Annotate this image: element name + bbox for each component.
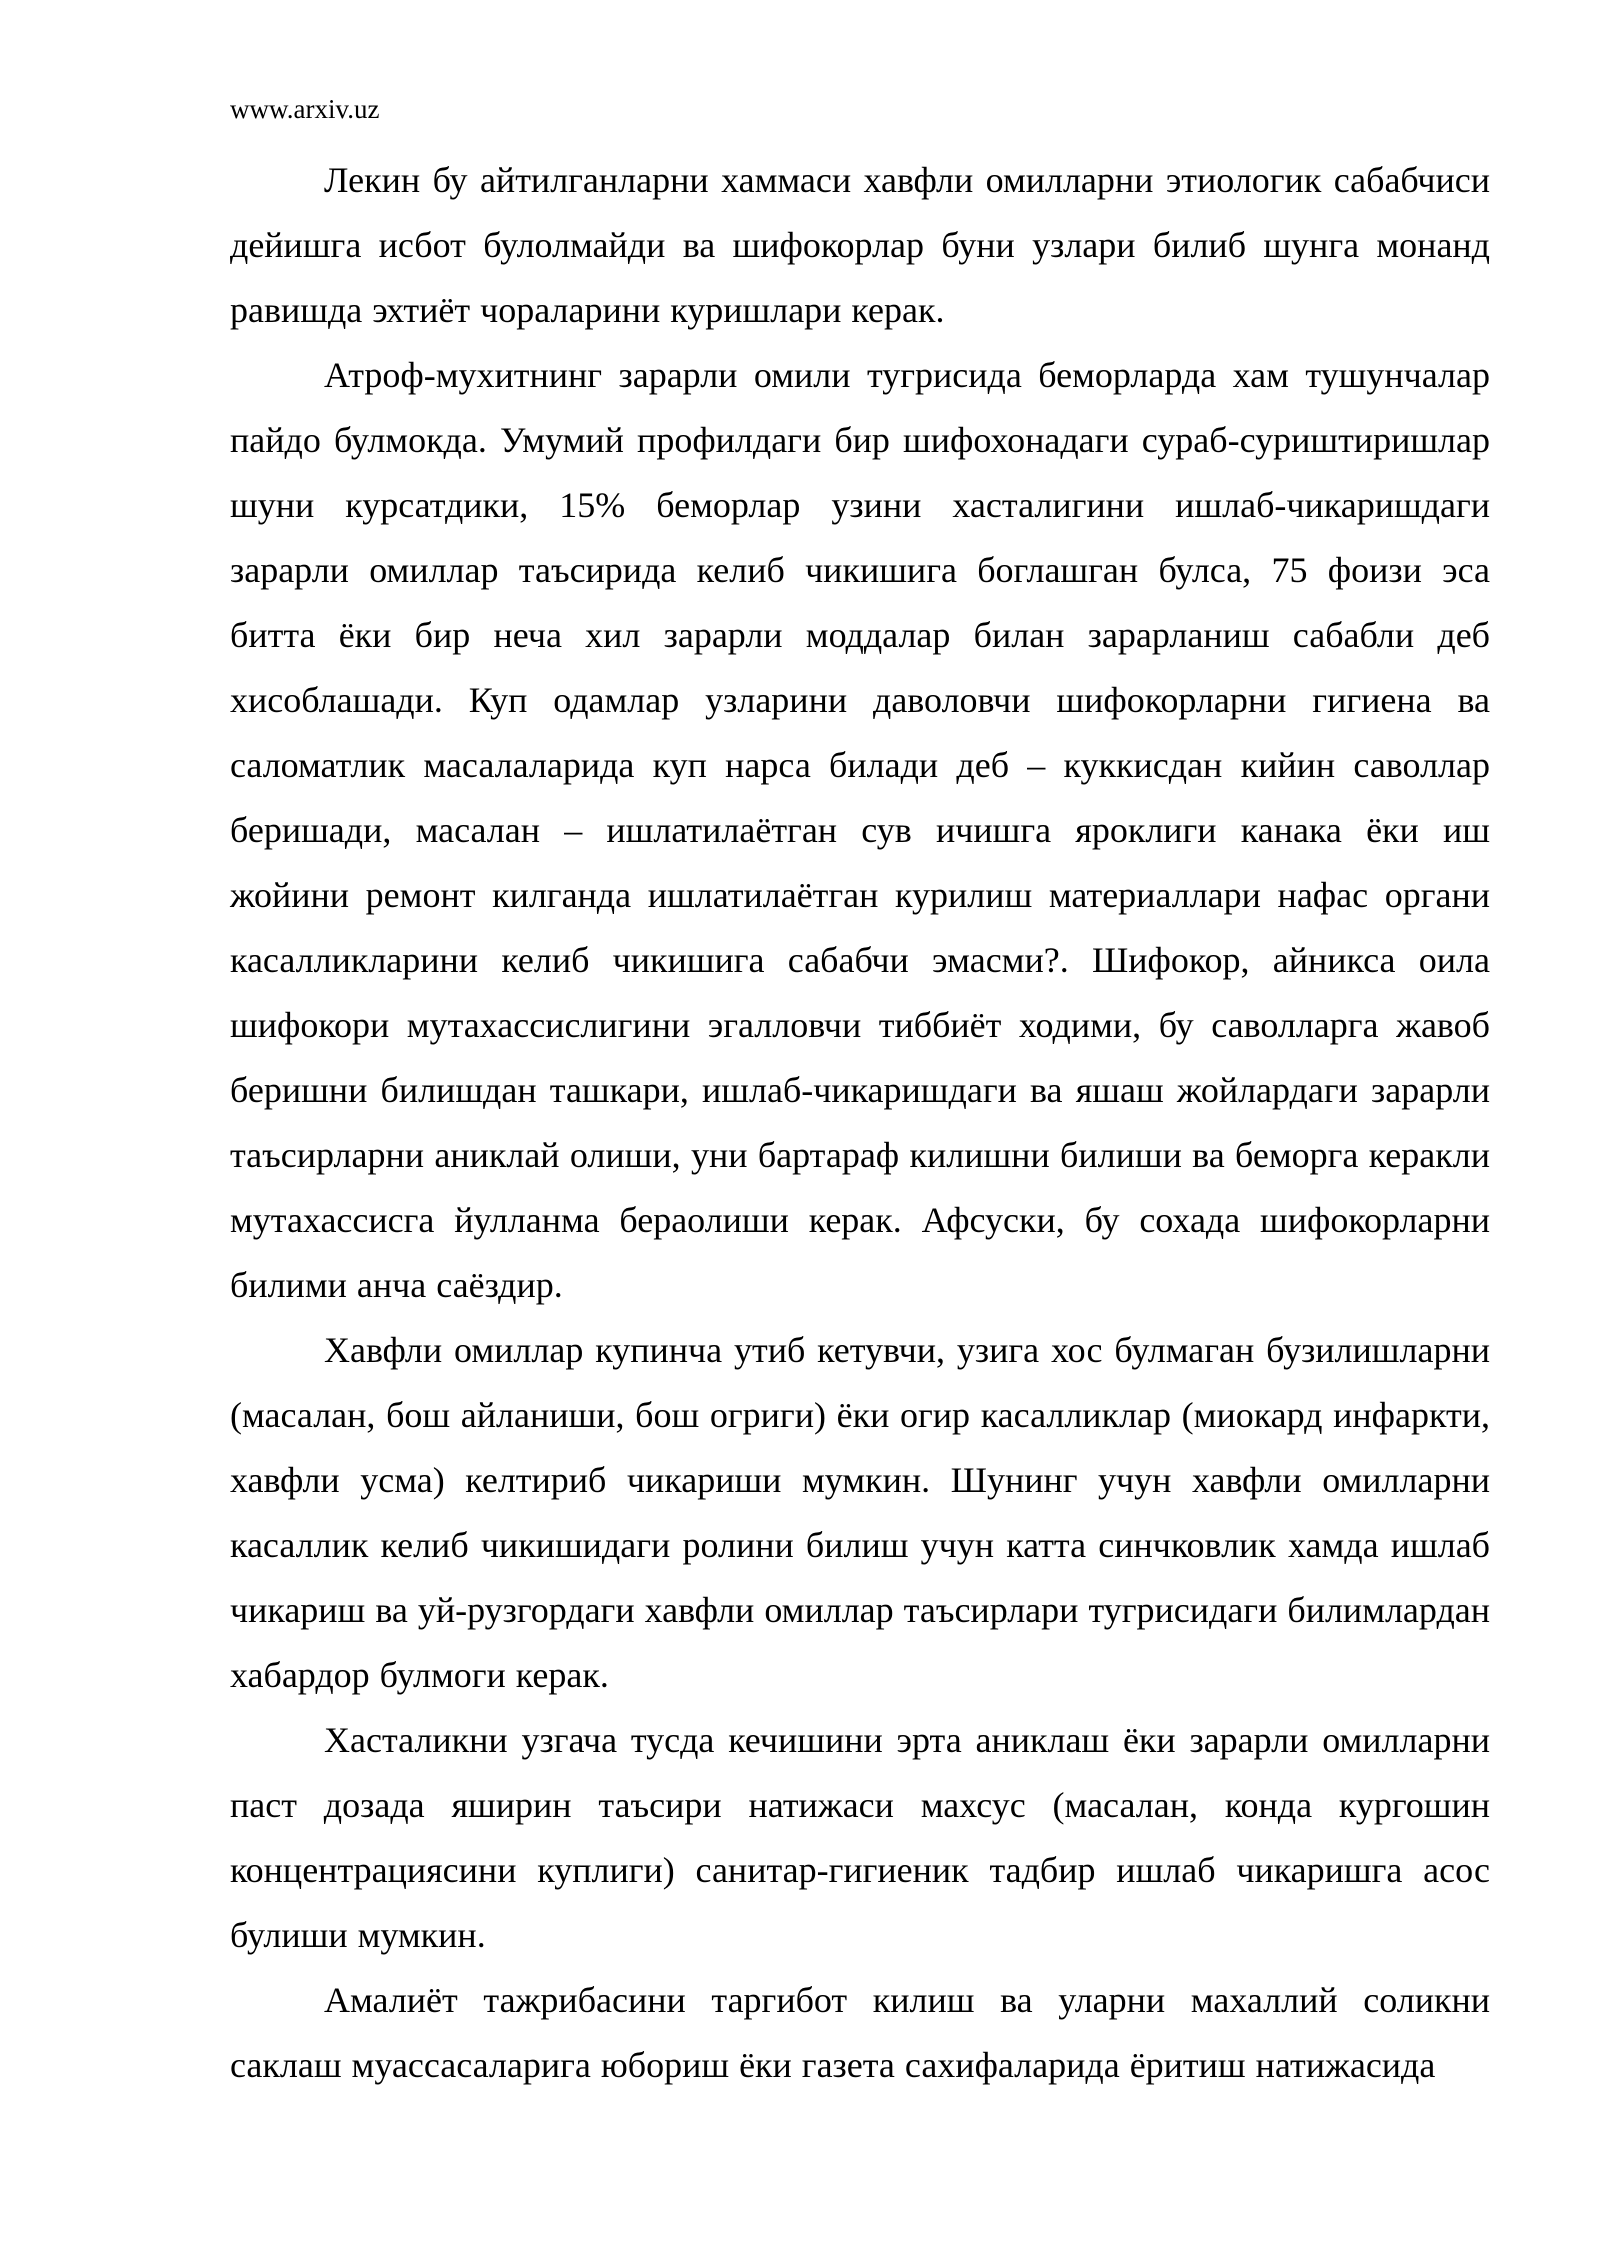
paragraph: Лекин бу айтилганларни хаммаси хавфли омилларни этиологик сабабчиси дейишга исбот булолмайди ва шифокорлар буни узлари билиб шунга монанд равишда эхтиёт чораларини куришлари керак. (230, 160, 1490, 330)
source-url: www.arxiv.uz (230, 94, 380, 124)
body-text (230, 148, 1490, 2098)
paragraph: Хавфли омиллар купинча утиб кетувчи, узига хос булмаган бузилишларни (масалан, бош айланиши, бош огриги) ёки огир касалликлар (миокард инфаркти, хавфли усма) келтириб чикариши мумкин. Шунинг учун хавфли омилларни касаллик келиб чикишидаги ролини билиш учун катта синчковлик хамда ишлаб чикариш ва уй-рузгордаги хавфли омиллар таъсирлари тугрисидаги билимлардан хабардор булмоги керак. (230, 1330, 1490, 1695)
paragraph: Атроф-мухитнинг зарарли омили тугрисида беморларда хам тушунчалар пайдо булмокда. Умумий профилдаги бир шифохонадаги сураб-суриштиришлар шуни курсатдики, 15% беморлар узини хасталигини ишлаб-чикаришдаги зарарли омиллар таъсирида келиб чикишига боглашган булса, 75 фоизи эса битта ёки бир неча хил зарарли моддалар билан зарарланиш сабабли деб хисоблашади. Куп одамлар узларини даволовчи шифокорларни гигиена ва саломатлик масалаларида куп нарса билади деб – куккисдан кийин саволлар беришади, масалан – ишлатилаётган сув ичишга яроклиги канака ёки иш жойини ремонт килганда ишлатилаётган курилиш материаллари нафас органи касалликларини келиб чикишига сабабчи эмасми?. Шифокор, айникса оила шифокори мутахассислигини эгалловчи тиббиёт ходими, бу саволларга жавоб беришни билишдан ташкари, ишлаб-чикаришдаги ва яшаш жойлардаги зарарли таъсирларни аниклай олиши, уни бартараф килишни билиши ва беморга керакли мутахассисга йулланма бераолиши керак. Афсуски, бу сохада шифокорларни билими анча саёздир. (230, 355, 1490, 1305)
paragraph: Амалиёт тажрибасини таргибот килиш ва уларни махаллий соликни саклаш муассасаларига юбориш ёки газета сахифаларида ёритиш натижасида (230, 1980, 1490, 2085)
paragraph: Хасталикни узгача тусда кечишини эрта аниклаш ёки зарарли омилларни паст дозада яширин таъсири натижаси махсус (масалан, конда кургошин концентрациясини куплиги) санитар-гигиеник тадбир ишлаб чикаришга асос булиши мумкин. (230, 1720, 1490, 1955)
